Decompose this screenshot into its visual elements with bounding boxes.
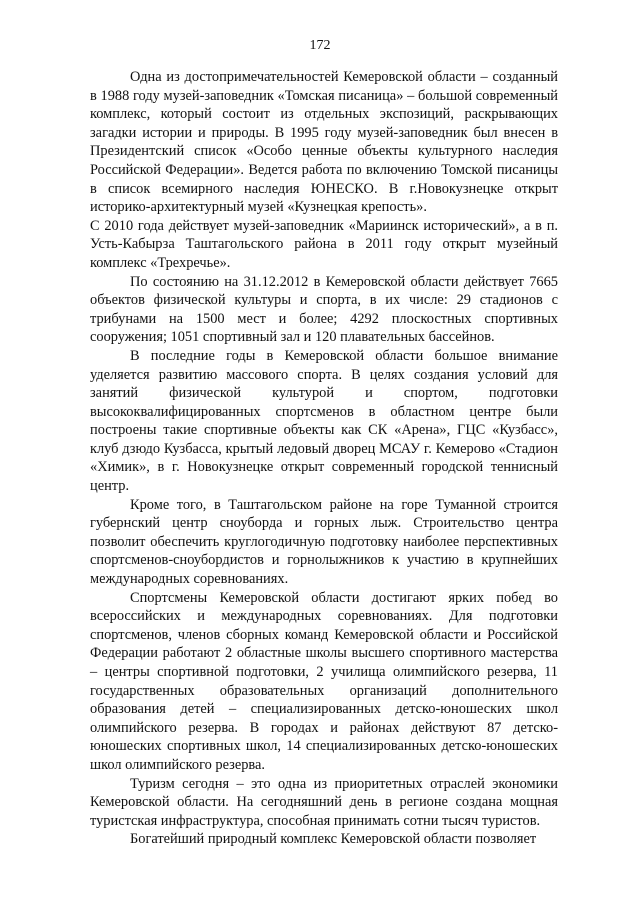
document-body xyxy=(90,68,558,849)
paragraph-tomskaya-pisanitsa: Одна из достопримечательностей Кемеровской области – созданный в 1988 году музей-заповедник «Томская писаница» – большой современный комплекс, который состоит из отдельных экспозиций, раскрывающих загадки истории и природы. В 1995 году музей-заповедник был внесен в Президентский список «Особо ценные объекты культурного наследия Российской Федерации». Ведется работа по включению Томской писаницы в список всемирного наследия ЮНЕСКО. В г.Новокузнецке открыт историко-архитектурный музей «Кузнецкая крепость». xyxy=(90,69,558,216)
paragraph-nature-complex: Богатейший природный комплекс Кемеровской области позволяет xyxy=(130,831,537,848)
paragraph-athletes: Спортсмены Кемеровской области достигают ярких побед во всероссийских и международных соревнованиях. Для подготовки спортсменов, членов сборных команд Кемеровской области и Российской Федерации работают 2 областные школы высшего спортивного мастерства – центры спортивной подготовки, 2 училища олимпийского резерва, 11 государственных образовательных организаций дополнительного образования детей – специализированных детско-юношеских школ олимпийского резерва. В городах и районах действуют 87 детско-юношеских спортивных школ, 14 специализированных детско-юношеских школ олимпийского резерва. xyxy=(90,589,558,773)
paragraph-snowboard-center: Кроме того, в Таштагольском районе на горе Туманной строится губернский центр сноуборда и горных лыж. Строительство центра позволит обеспечить круглогодичную подготовку наиболее перспективных спортсменов-сноубордистов и горнолыжников к участию в крупнейших международных соревнованиях. xyxy=(90,496,558,588)
paragraph-sport-facilities: По состоянию на 31.12.2012 в Кемеровской области действует 7665 объектов физической культуры и спорта, в их числе: 29 стадионов с трибунами на 1500 мест и более; 4292 плоскостных спортивных сооружения; 1051 спортивный зал и 120 плавательных бассейнов. xyxy=(90,273,558,346)
page-number: 172 xyxy=(309,38,331,53)
paragraph-mariinsk-museum: С 2010 года действует музей-заповедник «Мариинск исторический», а в п. Усть-Кабырза Таштагольского района в 2011 году открыт музейный комплекс «Трехречье». xyxy=(90,217,558,271)
paragraph-tourism: Туризм сегодня – это одна из приоритетных отраслей экономики Кемеровской области. На сегодняшний день в регионе создана мощная туристская инфраструктура, способная принимать сотни тысяч туристов. xyxy=(90,775,558,829)
paragraph-mass-sport: В последние годы в Кемеровской области большое внимание уделяется развитию массового спорта. В целях создания условий для занятий физической культурой и спортом, подготовки высококвалифицированных спортсменов в областном центре были построены такие спортивные объекты как СК «Арена», ГЦС «Кузбасс», клуб дзюдо Кузбасса, крытый ледовый дворец МСАУ г. Кемерово «Стадион «Химик», в г. Новокузнецке открыт современный городской теннисный центр. xyxy=(90,347,558,495)
